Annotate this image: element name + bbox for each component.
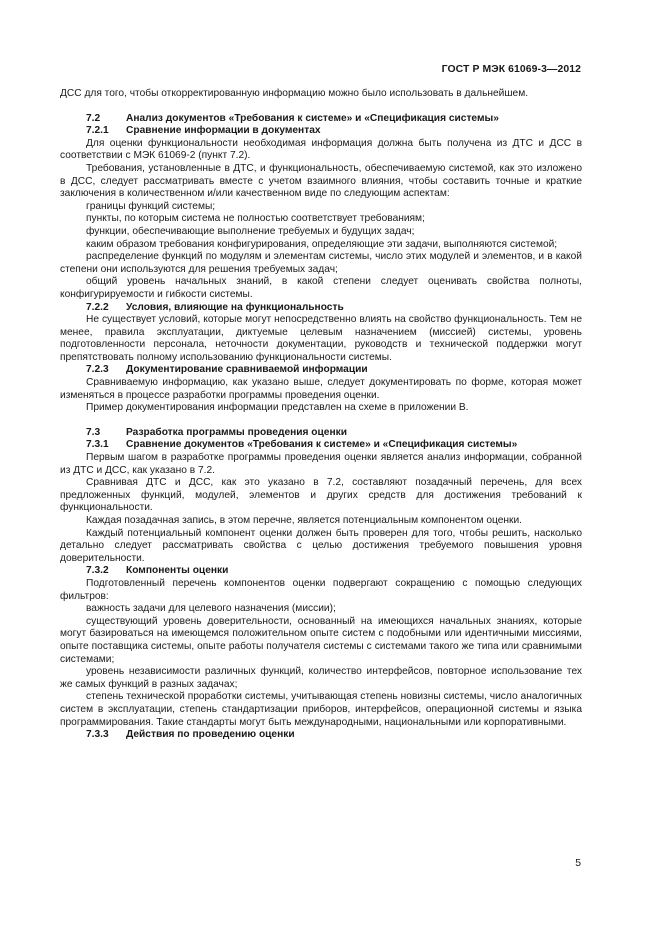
section-number: 7.2 [86,112,101,124]
section-title: Условия, влияющие на функциональность [126,301,344,313]
paragraph: Сравниваемую информацию, как указано выше, следует документировать по форме, которая может изменяться в процессе разработки программы проведения оценки. [60,377,582,401]
paragraph: Пример документирования информации представлен на схеме в приложении В. [86,402,469,414]
paragraph: ДСС для того, чтобы откорректированную информацию можно было использовать в дальнейшем. [60,88,529,99]
paragraph: существующий уровень доверительности, основанный на имеющихся начальных знаниях, которые могут базироваться на имеющемся положительном опыте систем с подобными или идентичными миссиями, опыте поставщика системы, опыте работы получателя системы с системами такого же типа или сравнимыми системами; [60,615,582,665]
section-title: Сравнение документов «Требования к системе» и «Спецификация системы» [126,439,518,451]
paragraph: Требования, установленные в ДТС, и функциональность, обеспечиваемую системой, как это изложено в ДСС, следует рассматривать вместе с учетом взаимного влияния, чтобы составить точные и краткие заключения в количественном и/или качественном виде по следующим аспектам: [60,162,582,200]
section-number: 7.3.3 [86,729,109,741]
paragraph: важность задачи для целевого назначения (миссии); [86,603,336,615]
paragraph: общий уровень начальных знаний, в какой степени следует оценивать свойства полноты, конфигурируемости и гибкости системы. [60,276,582,300]
paragraph: Каждый потенциальный компонент оценки должен быть проверен для того, чтобы решить, насколько детально следует рассматривать свойства с целью достижения требуемого повышения уровня доверительности. [60,527,582,564]
paragraph: уровень независимости различных функций, количество интерфейсов, повторное использование тех же самых функций в разных задачах; [60,666,582,690]
document-header: ГОСТ Р МЭК 61069-3—2012 [441,64,581,75]
paragraph: функции, обеспечивающие выполнение требуемых и будущих задач; [86,225,415,237]
paragraph: Сравнивая ДТС и ДСС, как это указано в 7.2, составляют позадачный перечень, для всех предложенных функций, модулей, элементов и других средств для достижения требований к функциональности. [60,477,582,514]
page-number: 5 [575,858,581,869]
section-number: 7.2.2 [86,301,109,313]
paragraph: каким образом требования конфигурирования, определяющие эти задачи, выполняются системой; [86,238,558,250]
paragraph: Подготовленный перечень компонентов оценки подвергают сокращению с помощью следующих фильтров: [60,577,582,602]
section-heading [60,427,582,440]
paragraph: Каждая позадачная запись, в этом перечне, является потенциальным компонентом оценки. [86,515,522,526]
paragraph: степень технической проработки системы, учитывающая степень новизны системы, число аналогичных систем в эксплуатации, степень стандартизации приборов, интерфейсов, операционной системы и языка программирования. Такие стандарты могут быть международными, национальными или корпоративными. [60,691,582,728]
section-number: 7.3 [86,426,101,438]
section-title: Анализ документов «Требования к системе» и «Спецификация системы» [126,112,499,124]
paragraph: Не существует условий, которые могут непосредственно влиять на свойство функциональность. Тем не менее, правила эксплуатации, диктуемые целевым назначением (миссией) системы, уровень подготовленности персонала, неточности документации, руководств и технической поддержки могут препятствовать полному использованию функциональности системы. [60,314,582,363]
section-heading [60,113,582,126]
section-number: 7.2.1 [86,125,109,137]
section-title: Компоненты оценки [126,565,229,577]
section-heading [60,364,582,377]
section-number: 7.3.2 [86,565,109,577]
paragraph: пункты, по которым система не полностью соответствует требованиям; [86,213,425,225]
section-heading [60,565,582,578]
paragraph: границы функций системы; [86,200,216,212]
paragraph: распределение функций по модулям и элементам системы, число этих модулей и элементов, и в какой степени они используются для решения требуемых задач; [60,251,582,275]
section-heading [60,302,582,315]
paragraph: Первым шагом в разработке программы проведения оценки является анализ информации, собранной из ДТС и ДСС, как указано в 7.2. [60,452,582,476]
section-number: 7.3.1 [86,439,109,451]
section-title: Действия по проведению оценки [126,729,295,741]
section-title: Сравнение информации в документах [126,125,321,137]
paragraph: Для оценки функциональности необходимая информация должна быть получена из ДТС и ДСС в соответствии с МЭК 61069-2 (пункт 7.2). [60,137,582,162]
section-heading [60,439,582,452]
section-number: 7.2.3 [86,364,109,376]
section-heading [60,729,582,742]
section-title: Разработка программы проведения оценки [126,426,347,438]
section-heading [60,125,582,138]
document-body [60,88,582,742]
section-title: Документирование сравниваемой информации [126,364,368,376]
